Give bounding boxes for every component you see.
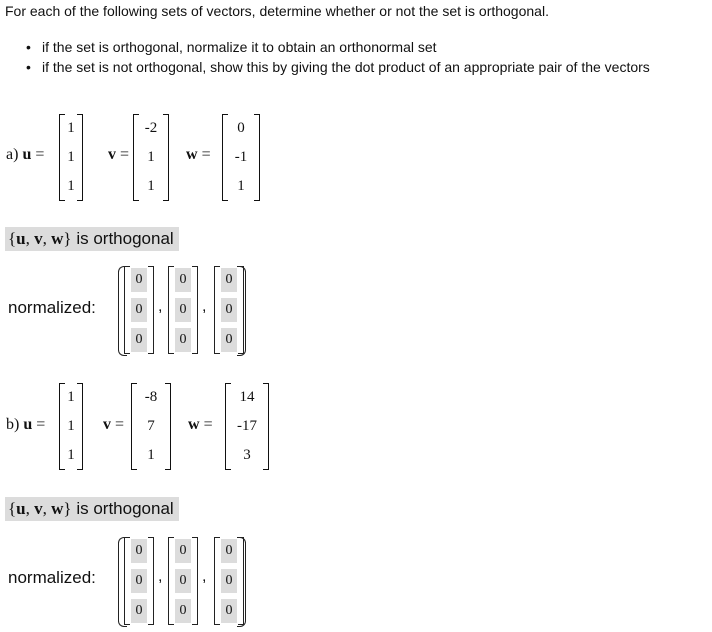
vector-entry: 1 [67, 418, 75, 434]
normalized-entry-input[interactable]: 0 [131, 298, 147, 322]
bullet-not-orthogonal: • if the set is not orthogonal, show this by giving the dot product of an appropriate pair of the vectors [26, 57, 650, 77]
normalized-entry-input[interactable]: 0 [131, 539, 147, 563]
vector-entry: -17 [237, 418, 257, 434]
problem-a-normalized-v [168, 266, 198, 354]
vector-entry: 1 [147, 178, 155, 194]
vector-entry: 3 [243, 447, 251, 463]
problem-b-w-label: w = [188, 416, 213, 433]
bullet-orthogonal: • if the set is orthogonal, normalize it to obtain an orthonormal set [26, 37, 650, 57]
vector-entry: 1 [237, 178, 245, 194]
problem-b-normalized-label: normalized: [8, 568, 96, 587]
vector-entry: 1 [147, 149, 155, 165]
vector-entry: -1 [234, 149, 248, 165]
normalized-entry-input[interactable]: 0 [131, 328, 147, 352]
set-brace-right [237, 537, 246, 627]
problem-a-w-label: w = [186, 146, 211, 163]
problem-b-normalized-u [124, 537, 154, 625]
normalized-entry-input[interactable]: 0 [175, 599, 191, 623]
vector-entry: 1 [67, 389, 75, 405]
instruction-bullets [26, 37, 650, 77]
vector-b-v [131, 383, 171, 470]
normalized-entry-input[interactable]: 0 [175, 328, 191, 352]
vector-entry: 1 [67, 178, 75, 194]
vector-entry: -2 [144, 120, 158, 136]
normalized-entry-input[interactable]: 0 [221, 539, 237, 563]
vector-entry: 1 [147, 447, 155, 463]
vector-a-w [222, 114, 260, 201]
normalized-entry-input[interactable]: 0 [131, 569, 147, 593]
normalized-entry-input[interactable]: 0 [175, 268, 191, 292]
comma: , [202, 568, 207, 585]
vector-a-v [133, 114, 169, 201]
normalized-entry-input[interactable]: 0 [221, 298, 237, 322]
problem-b-answer[interactable]: {u, v, w} is orthogonal [5, 497, 179, 521]
vector-entry: -8 [144, 389, 158, 405]
problem-b-u-label: b) u = [6, 416, 46, 433]
normalized-entry-input[interactable]: 0 [131, 268, 147, 292]
vector-entry: 1 [67, 149, 75, 165]
vector-entry: 1 [67, 120, 75, 136]
vector-b-w [225, 383, 269, 470]
normalized-entry-input[interactable]: 0 [175, 539, 191, 563]
comma: , [202, 298, 207, 315]
normalized-entry-input[interactable]: 0 [221, 569, 237, 593]
vector-entry: 0 [237, 120, 245, 136]
problem-a-u-label: a) u = [6, 146, 45, 163]
normalized-entry-input[interactable]: 0 [221, 268, 237, 292]
problem-a-answer[interactable]: {u, v, w} is orthogonal [5, 227, 179, 251]
instructions: For each of the following sets of vectors, determine whether or not the set is orthogonal. [5, 3, 549, 19]
vector-entry: 1 [67, 447, 75, 463]
problem-a-normalized-label: normalized: [8, 298, 96, 317]
comma: , [158, 568, 163, 585]
vector-entry: 14 [239, 389, 255, 405]
vector-entry: 7 [147, 418, 155, 434]
problem-a-normalized-u [124, 266, 154, 354]
normalized-entry-input[interactable]: 0 [175, 569, 191, 593]
vector-a-u [59, 114, 83, 201]
comma: , [158, 298, 163, 315]
problem-b-v-label: v = [103, 416, 125, 433]
normalized-entry-input[interactable]: 0 [221, 328, 237, 352]
problem-a-v-label: v = [108, 146, 130, 163]
normalized-entry-input[interactable]: 0 [175, 298, 191, 322]
normalized-entry-input[interactable]: 0 [221, 599, 237, 623]
problem-b-normalized-v [168, 537, 198, 625]
normalized-entry-input[interactable]: 0 [131, 599, 147, 623]
set-brace-right [237, 266, 246, 356]
vector-b-u [59, 383, 83, 470]
